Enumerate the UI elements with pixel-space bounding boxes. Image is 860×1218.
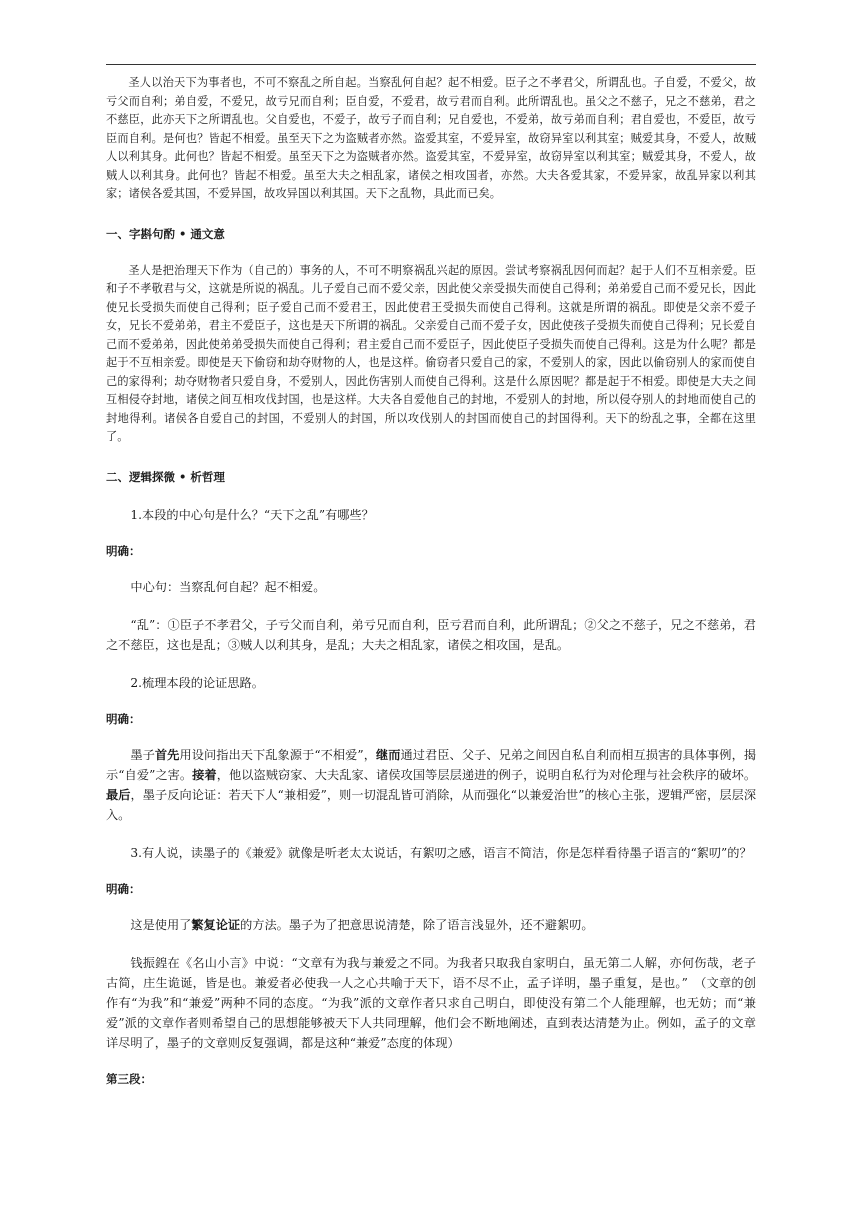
answer-2-keyword-first: 首先 xyxy=(154,747,180,762)
answer-2-text-2: 用设问指出天下乱象源于“不相爱”， xyxy=(179,747,376,762)
question-2: 2.梳理本段的论证思路。 xyxy=(130,675,264,690)
answer-3-keyword: 繁复论证 xyxy=(191,917,241,932)
question-3: 3.有人说，读墨子的《兼爱》就像是听老太太说话，有絮叨之感，语言不简洁，你是怎样看待墨子语言的“絮叨”的？ xyxy=(130,845,752,860)
header-rule xyxy=(106,64,756,65)
answer-label-1: 明确： xyxy=(106,543,141,558)
answer-label-3: 明确： xyxy=(106,881,141,896)
question-1: 1.本段的中心句是什么？“天下之乱”有哪些？ xyxy=(130,507,374,522)
answer-3-method xyxy=(106,915,756,935)
section3-heading: 第三段： xyxy=(106,1071,152,1086)
section2-heading: 二、逻辑探微 • 析哲理 xyxy=(106,469,225,484)
answer-2-text-5: ，墨子反向论证：若天下人“兼相爱”，则一切混乱皆可消除，从而强化“以兼爱治世”的核心主张，逻辑严密，层层深入。 xyxy=(106,787,757,822)
answer-2-text-4: ，他以盗贼窃家、大夫乱家、诸侯攻国等层层递进的例子，说明自私行为对伦理与社会秩序的破坏。 xyxy=(216,767,757,782)
original-text: 圣人以治天下为事者也，不可不察乱之所自起。当察乱何自起？起不相爱。臣子之不孝君父，所谓乱也。子自爱，不爱父，故亏父而自利；弟自爱，不爱兄，故亏兄而自利；臣自爱，不爱君，故亏君而自利。此所谓乱也。虽父之不慈子，兄之不慈弟，君之不慈臣，此亦天下之所谓乱也。父自爱也，不爱子，故亏子而自利；兄自爱也，不爱弟，故亏弟而自利；君自爱也，不爱臣，故亏臣而自利。是何也？皆起不相爱。虽至天下之为盗贼者亦然。盗爱其室，不爱异室，故窃异室以利其室；贼爱其身，不爱人，故贼人以利其身。此何也？皆起不相爱。虽至天下之为盗贼者亦然。盗爱其室，不爱异室，故窃异室以利其室；贼爱其身，不爱人，故贼人以利其身。此何也？皆起不相爱。虽至大夫之相乱家，诸侯之相攻国者，亦然。大夫各爱其家，不爱异家，故乱异家以利其家；诸侯各爱其国，不爱异国，故攻异国以利其国。天下之乱物，具此而已矣。 xyxy=(106,76,756,200)
answer-2-text-1: 墨子 xyxy=(130,747,155,762)
answer-3-post: 的方法。墨子为了把意思说清楚，除了语言浅显外，还不避絮叨。 xyxy=(240,917,594,932)
answer-3-pre: 这是使用了 xyxy=(130,917,192,932)
answer-1-center: 中心句：当察乱何自起？起不相爱。 xyxy=(130,579,326,594)
answer-2-text-3: 通过君臣、父子、兄弟之间因自私自利而相互损害的具体事例，揭示“自爱”之害。 xyxy=(106,747,757,782)
translation-text: 圣人是把治理天下作为（自己的）事务的人，不可不明察祸乱兴起的原因。尝试考察祸乱因何而起？起于人们不互相亲爱。臣和子不孝敬君与父，这就是所说的祸乱。儿子爱自己而不爱父亲，因此使父亲受损失而使自己得利；弟弟爱自己而不爱兄长，因此使兄长受损失而使自己得利；臣子爱自己而不爱君王，因此使君王受损失而使自己得利。这就是所谓的祸乱。即使是父亲不爱子女，兄长不爱弟弟，君主不爱臣子，这也是天下所谓的祸乱。父亲爱自己而不爱子女，因此使孩子受损失而使自己得利；兄长爱自己而不爱弟弟，因此使弟弟受损失而使自己得利；君主爱自己而不爱臣子，因此使臣子受损失而使自己得利。这是为什么呢？都是起于不互相亲爱。即使是天下偷窃和劫夺财物的人，也是这样。偷窃者只爱自己的家，不爱别人的家，因此以偷窃别人的家而使自己的家得利；劫夺财物者只爱自身，不爱别人，因此伤害别人而使自己得利。这是什么原因呢？都是起于不相爱。即使是大夫之间互相侵夺封地，诸侯之间互相攻伐封国，也是这样。大夫各自爱他自己的封地，不爱别人的封地，所以侵夺别人的封地而使自己的封地得利。诸侯各自爱自己的封国，不爱别人的封国，所以攻伐别人的封国而使自己的封国得利。天下的纷乱之事，全都在这里了。 xyxy=(106,263,756,443)
document-page xyxy=(106,74,756,1105)
answer-2 xyxy=(106,745,756,825)
answer-2-keyword-then: 继而 xyxy=(375,747,401,762)
answer-1-luan: “乱”：①臣子不孝君父，子亏父而自利，弟亏兄而自利，臣亏君而自利，此所谓乱；②父之不慈子，兄之不慈弟，君之不慈臣，这也是乱；③贼人以利其身，是乱；大夫之相乱家，诸侯之相攻国，是乱。 xyxy=(106,617,756,652)
answer-label-2: 明确： xyxy=(106,711,141,726)
section1-heading: 一、字斟句酌 • 通文意 xyxy=(106,226,225,241)
answer-2-keyword-last: 最后 xyxy=(106,787,131,802)
answer-2-keyword-next: 接着 xyxy=(192,767,217,782)
answer-3-quote: 钱振鍠在《名山小言》中说：“文章有为我与兼爱之不同。为我者只取我自家明白，虽无第二人解，亦何伤哉，老子古简，庄生诡诞，皆是也。兼爱者必使我一人之心共喻于天下，语不尽不止，孟子详明，墨子重复，是也。” （文章的创作有“为我”和“兼爱”两种不同的态度。“为我”派的文章作者只求自己明白，即使没有第二个人能理解，也无妨；而“兼爱”派的文章作者则希望自己的思想能够被天下人共同理解，他们会不断地阐述，直到表达清楚为止。例如，孟子的文章详尽明了，墨子的文章则反复强调，都是这种“兼爱”态度的体现） xyxy=(106,955,756,1050)
